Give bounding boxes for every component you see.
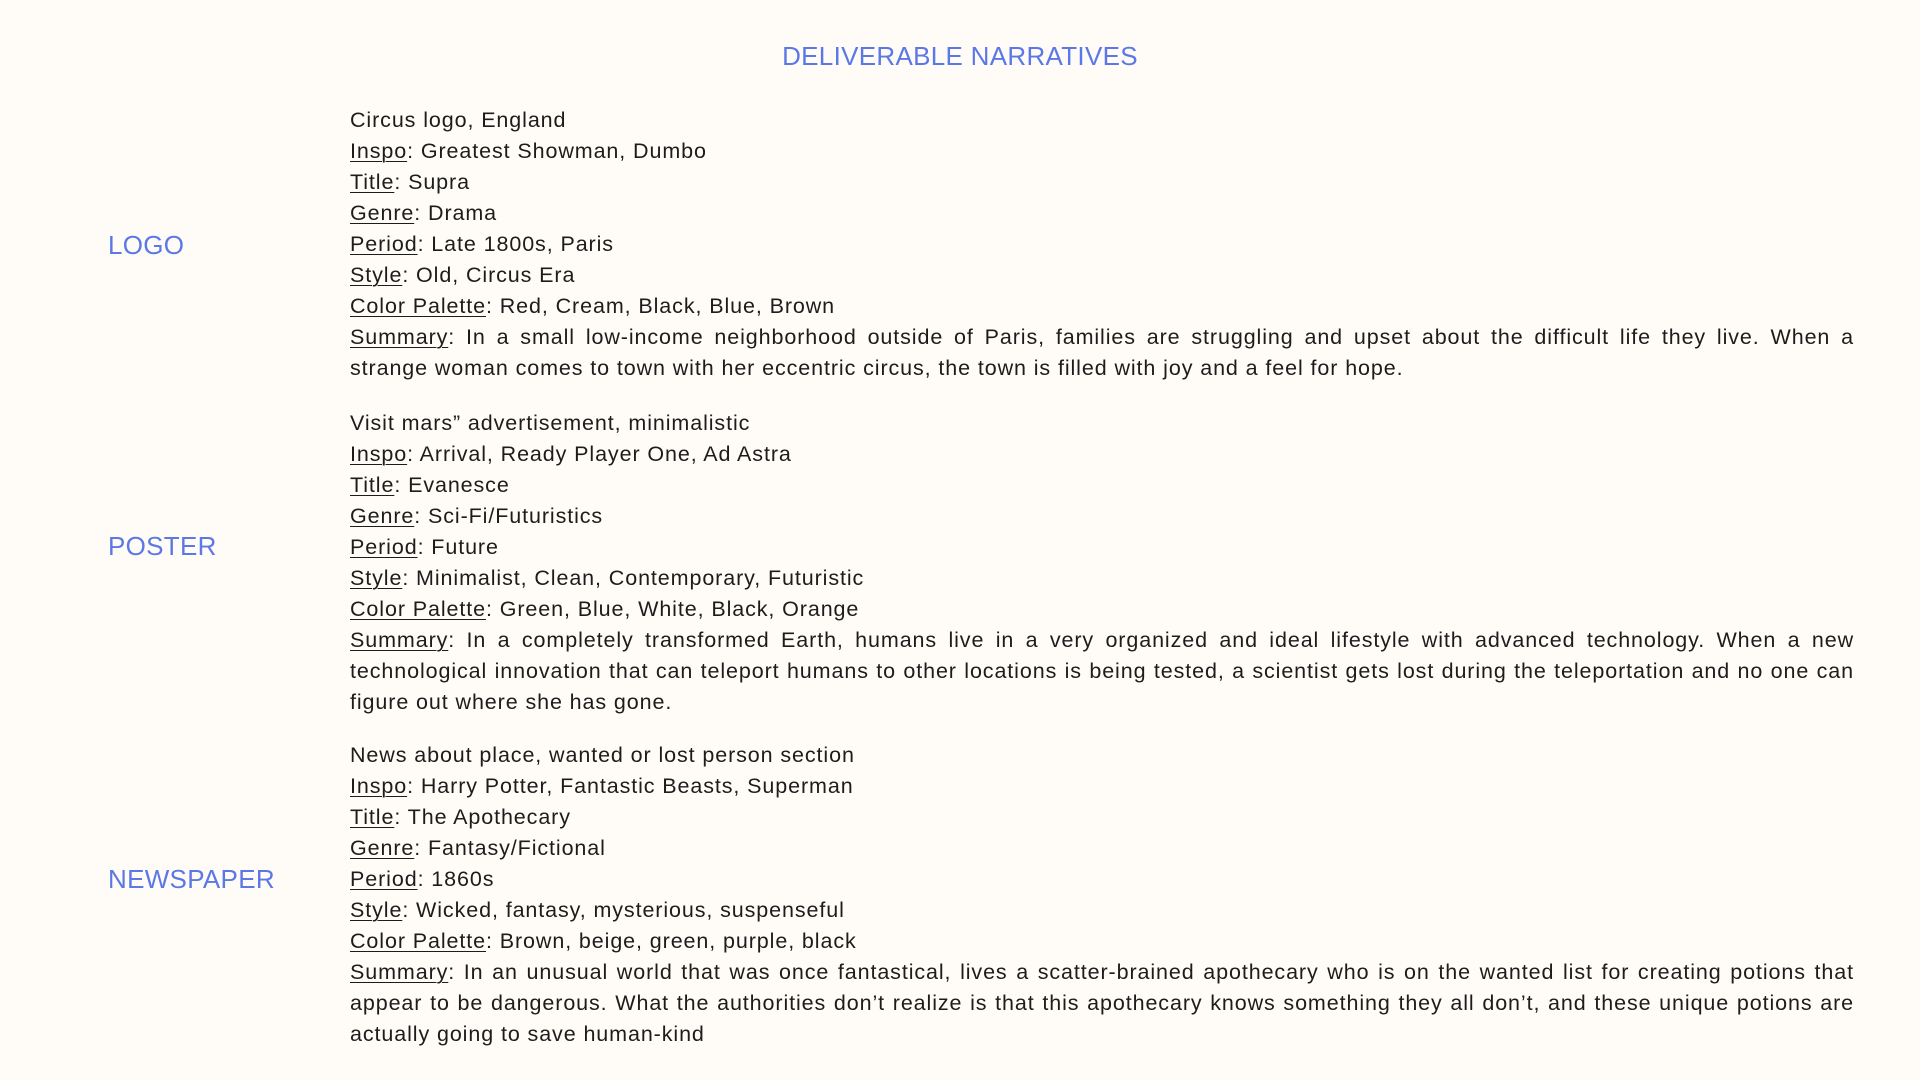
genre-value: : Sci-Fi/Futuristics [414, 504, 604, 528]
period-key: Period [350, 535, 418, 559]
color-palette-line [350, 594, 1854, 625]
genre-value: : Drama [414, 201, 498, 225]
period-value: : Late 1800s, Paris [417, 232, 614, 256]
period-value: : Future [417, 535, 499, 559]
period-value: : 1860s [417, 867, 495, 891]
section-label-newspaper: NEWSPAPER [108, 864, 275, 894]
color-palette-key: Color Palette [350, 929, 486, 953]
summary-key: Summary [350, 960, 449, 984]
title-value: : Evanesce [394, 473, 510, 497]
inspo-value: : Harry Potter, Fantastic Beasts, Superman [407, 774, 854, 798]
summary-key: Summary [350, 628, 449, 652]
color-palette-line [350, 926, 1854, 957]
style-value: : Old, Circus Era [402, 263, 576, 287]
color-palette-line [350, 291, 1854, 322]
inspo-key: Inspo [350, 139, 408, 163]
genre-value: : Fantasy/Fictional [414, 836, 606, 860]
color-palette-value: : Brown, beige, green, purple, black [486, 929, 857, 953]
period-line [350, 532, 1854, 563]
title-line [350, 167, 1854, 198]
section-label-logo: LOGO [108, 230, 185, 260]
style-value: : Wicked, fantasy, mysterious, suspenseful [402, 898, 845, 922]
intro-line: Circus logo, England [350, 108, 567, 132]
style-line [350, 260, 1854, 291]
period-key: Period [350, 232, 418, 256]
page-title: DELIVERABLE NARRATIVES [782, 41, 1138, 71]
section-logo-narrative [350, 105, 1854, 384]
style-key: Style [350, 263, 403, 287]
genre-key: Genre [350, 201, 415, 225]
style-line [350, 895, 1854, 926]
section-label-poster: POSTER [108, 531, 217, 561]
inspo-key: Inspo [350, 442, 408, 466]
summary-value: : In a small low-income neighborhood outside of Paris, families are struggling and upset about the difficult life they live. When a strange woman comes to town with her eccentric circus, the town is filled with joy and a feel for hope. [350, 325, 1854, 380]
period-line [350, 864, 1854, 895]
color-palette-value: : Red, Cream, Black, Blue, Brown [486, 294, 836, 318]
inspo-line [350, 771, 1854, 802]
inspo-value: : Greatest Showman, Dumbo [407, 139, 707, 163]
color-palette-key: Color Palette [350, 597, 486, 621]
style-key: Style [350, 566, 403, 590]
title-key: Title [350, 170, 395, 194]
summary-paragraph [350, 957, 1854, 1050]
style-value: : Minimalist, Clean, Contemporary, Futuristic [402, 566, 865, 590]
summary-value: : In an unusual world that was once fantastical, lives a scatter-brained apothecary who is on the wanted list for creating potions that appear to be dangerous. What the authorities don’t realize is that this apothecary knows something they all don’t, and these unique potions are actually going to save human-kind [350, 960, 1854, 1046]
color-palette-key: Color Palette [350, 294, 486, 318]
summary-value: : In a completely transformed Earth, humans live in a very organized and ideal lifestyle with advanced technology. When a new technological innovation that can teleport humans to other locations is being tested, a scientist gets lost during the teleportation and no one can figure out where she has gone. [350, 628, 1854, 714]
title-value: : Supra [394, 170, 470, 194]
style-line [350, 563, 1854, 594]
period-line [350, 229, 1854, 260]
summary-key: Summary [350, 325, 449, 349]
inspo-line [350, 439, 1854, 470]
title-key: Title [350, 805, 395, 829]
genre-line [350, 198, 1854, 229]
summary-paragraph [350, 322, 1854, 384]
inspo-key: Inspo [350, 774, 408, 798]
color-palette-value: : Green, Blue, White, Black, Orange [486, 597, 860, 621]
genre-line [350, 501, 1854, 532]
genre-key: Genre [350, 836, 415, 860]
inspo-value: : Arrival, Ready Player One, Ad Astra [407, 442, 792, 466]
genre-key: Genre [350, 504, 415, 528]
intro-line: Visit mars” advertisement, minimalistic [350, 411, 751, 435]
intro-line: News about place, wanted or lost person section [350, 743, 855, 767]
section-newspaper-narrative [350, 740, 1854, 1050]
section-poster-narrative [350, 408, 1854, 718]
period-key: Period [350, 867, 418, 891]
genre-line [350, 833, 1854, 864]
inspo-line [350, 136, 1854, 167]
title-key: Title [350, 473, 395, 497]
title-line [350, 470, 1854, 501]
summary-paragraph [350, 625, 1854, 718]
title-value: : The Apothecary [394, 805, 571, 829]
title-line [350, 802, 1854, 833]
style-key: Style [350, 898, 403, 922]
